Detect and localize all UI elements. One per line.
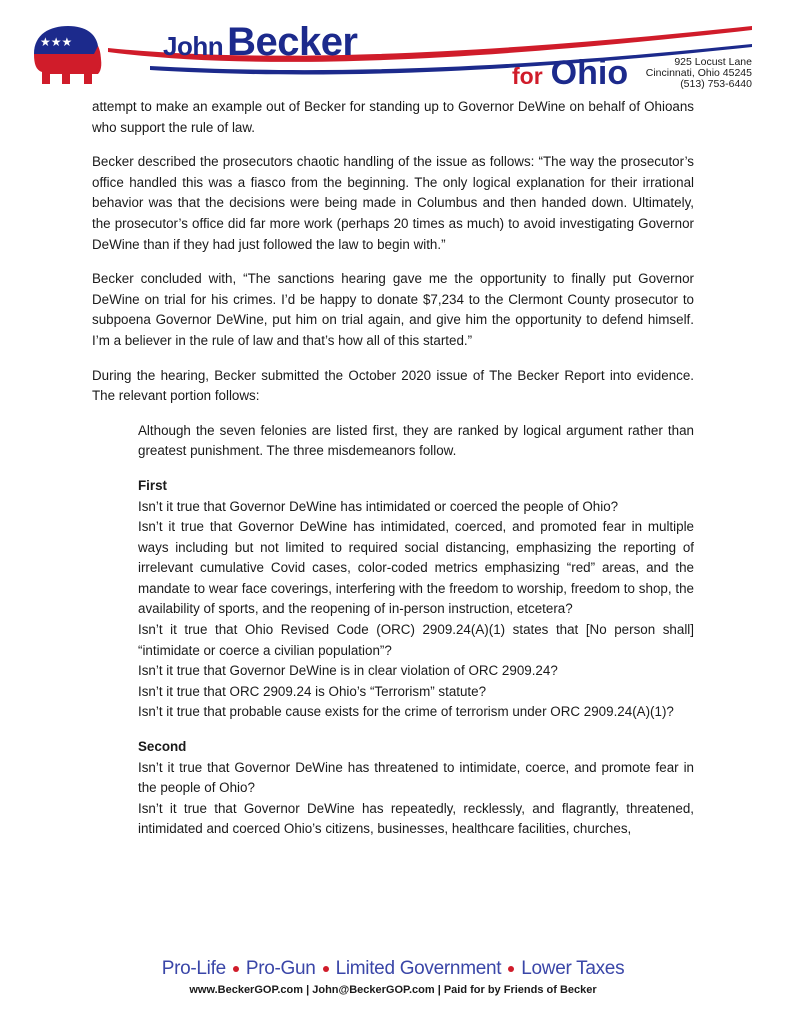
for-word: for bbox=[512, 63, 543, 89]
state-word: Ohio bbox=[550, 54, 629, 92]
quote-line: Isn’t it true that probable cause exists for the crime of terrorism under ORC 2909.24(A)(1)? bbox=[138, 704, 674, 720]
address-line2: Cincinnati, Ohio 45245 bbox=[645, 67, 752, 79]
section-heading-second: Second bbox=[138, 739, 187, 755]
paragraph: Becker concluded with, “The sanctions hearing gave me the opportunity to finally put Governor DeWine on trial for his crimes. I’d be happy to donate $7,234 to the Clermont County prosecutor to subpoena Governor DeWine, put him on trial again, and give him the opportunity to defend himself. I’m a believer in the rule of law and that’s how all of this started.” bbox=[92, 271, 694, 348]
paragraph: During the hearing, Becker submitted the October 2020 issue of The Becker Report into evidence. The relevant portion follows: bbox=[92, 367, 694, 404]
contact-line: www.BeckerGOP.com | John@BeckerGOP.com | Paid for by Friends of Becker bbox=[189, 984, 597, 996]
paragraph: attempt to make an example out of Becker for standing up to Governor DeWine on behalf of Ohioans who support the rule of law. bbox=[92, 99, 694, 135]
bullet-dot-icon bbox=[508, 966, 514, 972]
quote-intro: Although the seven felonies are listed first, they are ranked by logical argument rather than greatest punishment. The three misdemeanors follow. bbox=[138, 422, 694, 459]
paragraph: Becker described the prosecutors chaotic handling of the issue as follows: “The way the prosecutor’s office handled this was a fiasco from the beginning. The only logical explanation for their irrational behavior was that the decisions were being made in Columbus and then handed down. Ultimately, the prosecutor’s office did far more work (perhaps 20 times as much) to avoid investigating Governor DeWine than if they had just followed the law to begin with.” bbox=[92, 154, 694, 252]
address-block bbox=[646, 57, 752, 90]
quote-line: Isn’t it true that Governor DeWine has threatened to intimidate, coerce, and promote fear in the people of Ohio? bbox=[138, 759, 694, 796]
last-name: Becker bbox=[227, 20, 358, 64]
candidate-name bbox=[163, 20, 358, 65]
bullet-dot-icon bbox=[233, 966, 239, 972]
quote-line: Isn’t it true that Governor DeWine has repeatedly, recklessly, and flagrantly, threatened, intimidated and coerced Ohio’s citizens, businesses, healthcare facilities, churches, bbox=[138, 800, 694, 837]
gop-elephant-logo bbox=[30, 24, 104, 88]
tagline bbox=[0, 958, 786, 980]
phone: (513) 753-6440 bbox=[680, 78, 752, 90]
for-ohio bbox=[512, 54, 628, 93]
letterhead bbox=[0, 0, 786, 96]
quote-line: Isn’t it true that Governor DeWine has intimidated or coerced the people of Ohio? bbox=[138, 498, 619, 514]
letter-body bbox=[92, 97, 694, 840]
first-name: John bbox=[163, 31, 224, 61]
address-line1: 925 Locust Lane bbox=[674, 56, 752, 68]
tagline-lower-taxes: Lower Taxes bbox=[521, 958, 625, 979]
svg-text:★★★: ★★★ bbox=[40, 35, 73, 49]
section-heading-first: First bbox=[138, 477, 168, 493]
quote-line: Isn’t it true that Governor DeWine has intimidated, coerced, and promoted fear in multiple ways including but not limited to required social distancing, emphasizing the reporting of irrelevant cumulative Covid cases, color-coded metrics emphasizing “red” areas, and the mandate to wear face coverings, interfering with the freedom to worship, freedom to shop, the availability of sports, and the reopening of in-person instruction, etcetera? bbox=[138, 519, 694, 617]
quote-line: Isn’t it true that Ohio Revised Code (ORC) 2909.24(A)(1) states that [No person shall] “intimidate or coerce a civilian population”? bbox=[138, 622, 694, 658]
block-quote bbox=[138, 421, 694, 840]
tagline-pro-gun: Pro-Gun bbox=[245, 958, 316, 979]
quote-line: Isn’t it true that Governor DeWine is in clear violation of ORC 2909.24? bbox=[138, 663, 558, 679]
quote-line: Isn’t it true that ORC 2909.24 is Ohio’s “Terrorism” statute? bbox=[138, 683, 487, 699]
bullet-dot-icon bbox=[323, 966, 329, 972]
tagline-pro-life: Pro-Life bbox=[161, 958, 226, 979]
footer bbox=[0, 958, 786, 996]
tagline-limited-government: Limited Government bbox=[335, 958, 502, 979]
